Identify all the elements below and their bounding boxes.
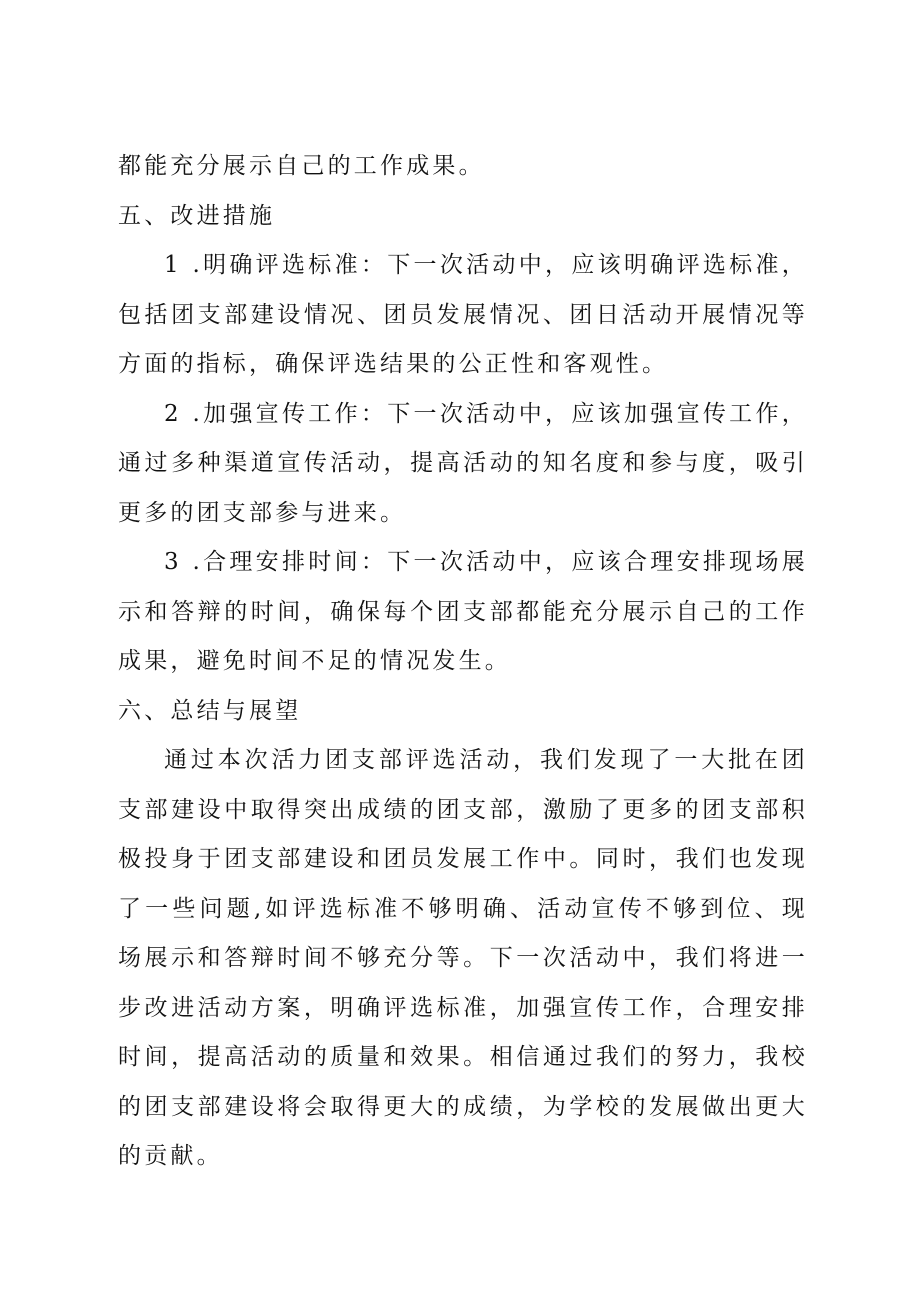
- measure-item-1: 1 .明确评选标准：下一次活动中，应该明确评选标准，包括团支部建设情况、团员发展情况、团日活动开展情况等方面的指标，确保评选结果的公正性和客观性。: [118, 252, 808, 377]
- continuation-paragraph: 都能充分展示自己的工作成果。: [118, 153, 485, 179]
- measure-item-3: 3 .合理安排时间：下一次活动中，应该合理安排现场展示和答辩的时间，确保每个团支部都能充分展示自己的工作成果，避免时间不足的情况发生。: [118, 549, 808, 674]
- measure-item-2: 2 .加强宣传工作：下一次活动中，应该加强宣传工作，通过多种渠道宣传活动，提高活动的知名度和参与度，吸引更多的团支部参与进来。: [118, 400, 808, 526]
- document-body: [118, 142, 808, 1182]
- summary-paragraph: 通过本次活力团支部评选活动，我们发现了一大批在团支部建设中取得突出成绩的团支部，激励了更多的团支部积极投身于团支部建设和团员发展工作中。同时，我们也发现了一些问题,如评选标准不够明确、活动宣传不够到位、现场展示和答辩时间不够充分等。下一次活动中，我们将进一步改进活动方案，明确评选标准，加强宣传工作，合理安排时间，提高活动的质量和效果。相信通过我们的努力，我校的团支部建设将会取得更大的成绩，为学校的发展做出更大的贡献。: [118, 747, 808, 1169]
- section-five-heading: 五、改进措施: [118, 202, 276, 229]
- section-six-heading: 六、总结与展望: [118, 697, 302, 724]
